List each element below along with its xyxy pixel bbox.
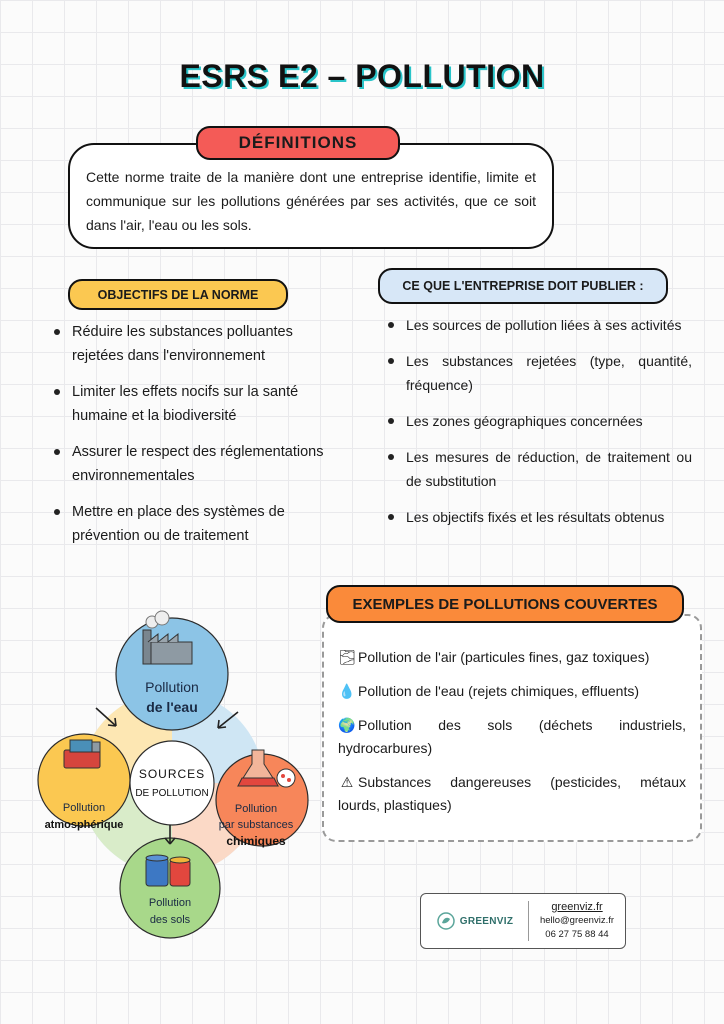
node-air-label-2: atmosphérique (44, 819, 124, 831)
center-label-2: DE POLLUTION (135, 788, 209, 799)
objectives-list (54, 320, 344, 560)
barrels-icon (146, 855, 190, 886)
email-text[interactable]: hello@greenviz.fr (539, 915, 615, 926)
examples-box (322, 614, 702, 842)
droplet-icon: 💧 (338, 683, 356, 699)
diagram-center (130, 741, 214, 825)
node-soil-label-1: Pollution (148, 897, 192, 909)
page-title: ESRS E2 – POLLUTION (179, 58, 545, 94)
example-item (338, 771, 686, 817)
list-item: Les objectifs fixés et les résultats obtenus (388, 505, 692, 529)
contact-details (529, 900, 625, 942)
logo-text: GREENVIZ (459, 915, 514, 927)
phone-text: 06 27 75 88 44 (545, 929, 609, 940)
warning-icon: ⚠ (340, 774, 354, 790)
node-soil-label-2: des sols (149, 914, 191, 926)
list-item: Les zones géographiques concernées (388, 409, 692, 433)
list-item: Les mesures de réduction, de traitement ou de substitution (388, 445, 692, 493)
list-item: Mettre en place des systèmes de prévention ou de traitement (54, 500, 344, 548)
list-item: Les substances rejetées (type, quantité, fréquence) (388, 349, 692, 397)
publish-heading: CE QUE L'ENTREPRISE DOIT PUBLIER : (378, 268, 668, 304)
list-item: Les sources de pollution liées à ses activités (388, 313, 692, 337)
node-air-label-1: Pollution (62, 802, 106, 814)
example-text: Substances dangereuses (pesticides, métaux lourds, plastiques) (338, 774, 686, 813)
leaf-icon (436, 911, 456, 931)
contact-card (420, 893, 626, 949)
list-item: Réduire les substances polluantes rejetées dans l'environnement (54, 320, 344, 368)
website-link[interactable]: greenviz.fr (551, 901, 603, 913)
center-label-1: SOURCES (138, 767, 206, 781)
diagram-svg (30, 600, 320, 945)
node-chemicals-label-3: chimiques (226, 834, 286, 848)
definitions-text: Cette norme traite de la manière dont une entreprise identifie, limite et communique sur les pollutions générées par ses activités, que ce soit dans l'air, l'eau ou les sols. (86, 169, 536, 233)
node-water-label-1: Pollution (145, 679, 199, 695)
definitions-heading: DÉFINITIONS (196, 126, 400, 160)
objectives-heading: OBJECTIFS DE LA NORME (68, 279, 288, 310)
example-text: Pollution de l'air (particules fines, gaz toxiques) (358, 649, 650, 665)
example-item (338, 680, 686, 703)
greenviz-logo (421, 901, 529, 941)
fog-icon: 🌫 (338, 649, 356, 665)
example-item (338, 714, 686, 760)
publish-list (388, 313, 692, 541)
list-item: Assurer le respect des réglementations environnementales (54, 440, 344, 488)
example-item (338, 646, 686, 669)
examples-heading: EXEMPLES DE POLLUTIONS COUVERTES (326, 585, 684, 623)
example-text: Pollution des sols (déchets industriels, hydrocarbures) (338, 717, 686, 756)
node-chemicals-label-2: par substances (218, 819, 294, 831)
node-water-label-2: de l'eau (146, 699, 198, 715)
pollution-sources-diagram (30, 600, 320, 945)
example-text: Pollution de l'eau (rejets chimiques, effluents) (358, 683, 640, 699)
globe-icon: 🌍 (338, 717, 356, 733)
list-item: Limiter les effets nocifs sur la santé humaine et la biodiversité (54, 380, 344, 428)
node-chemicals-label-1: Pollution (234, 803, 278, 815)
